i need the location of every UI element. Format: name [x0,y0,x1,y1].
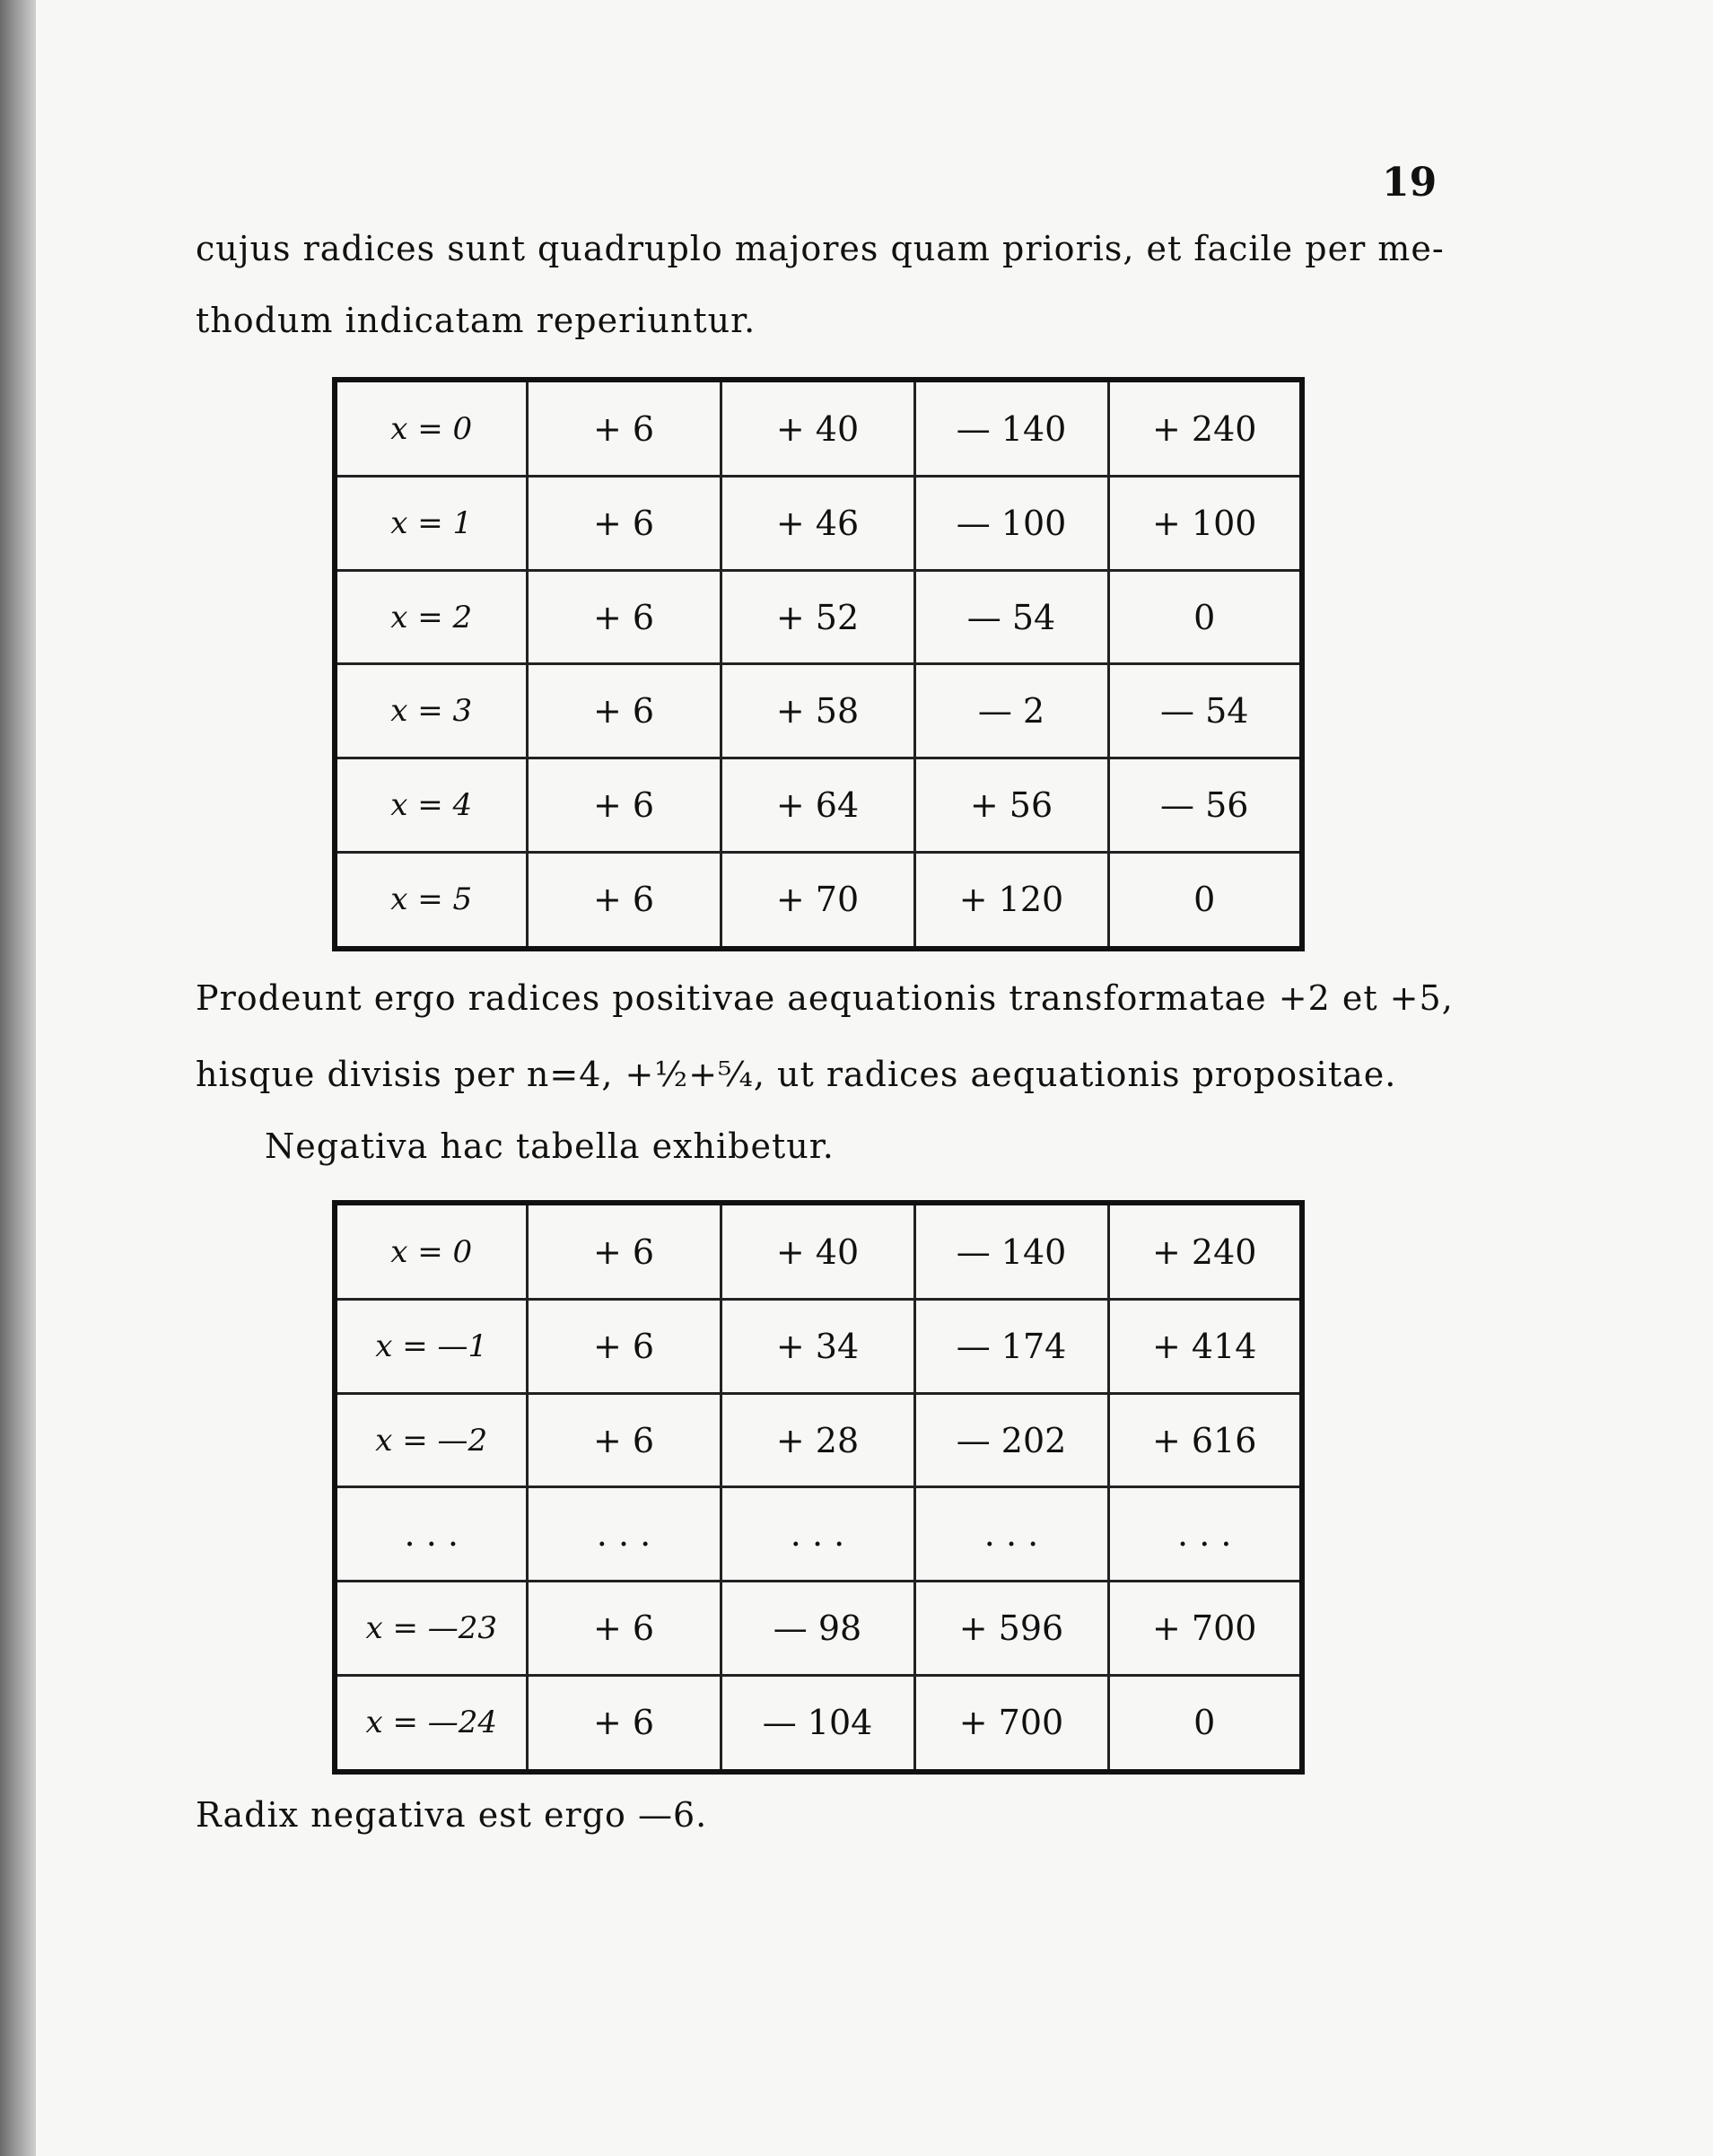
text-line-4: hisque divisis per n=4, +½+⁵⁄₄, ut radices aequationis propositae. [196,1055,1397,1094]
table-cell: + 40 [721,380,914,477]
table-cell: + 6 [527,1675,721,1772]
table-cell: + 6 [527,1300,721,1394]
table-cell: . . . [914,1487,1108,1582]
table-cell: + 6 [527,1582,721,1676]
table-cell: + 100 [1108,477,1302,571]
table-cell: + 616 [1108,1393,1302,1487]
table-cell: — 56 [1108,758,1302,853]
page-number: 19 [1382,160,1438,206]
table-cell: — 54 [1108,664,1302,758]
table-row [335,1393,1302,1487]
text-line-6: Radix negativa est ergo —6. [196,1795,708,1835]
table-cell: — 140 [914,380,1108,477]
table-cell: 0 [1108,1675,1302,1772]
table-row [335,664,1302,758]
table-cell: + 70 [721,852,914,949]
table-cell: + 240 [1108,380,1302,477]
table-cell: + 700 [1108,1582,1302,1676]
table-cell: — 2 [914,664,1108,758]
table-cell: x = 2 [335,570,527,664]
text-line-3: Prodeunt ergo radices positivae aequationis transformatae +2 et +5, [196,978,1454,1018]
table-cell: + 6 [527,570,721,664]
text-line-2: thodum indicatam reperiuntur. [196,301,756,340]
table-row [335,1487,1302,1582]
table-cell: x = —24 [335,1675,527,1772]
table-cell: + 414 [1108,1300,1302,1394]
table-row [335,380,1302,477]
table-cell: x = 4 [335,758,527,853]
table-row [335,852,1302,949]
table-cell: + 56 [914,758,1108,853]
table-cell: — 100 [914,477,1108,571]
table-cell: . . . [721,1487,914,1582]
table-cell: 0 [1108,852,1302,949]
table-cell: + 34 [721,1300,914,1394]
table-cell: + 58 [721,664,914,758]
table-row [335,1300,1302,1394]
table-cell: x = 1 [335,477,527,571]
table-cell: x = 0 [335,380,527,477]
table-cell: + 700 [914,1675,1108,1772]
table-cell: — 174 [914,1300,1108,1394]
table-cell: — 98 [721,1582,914,1676]
table-cell: . . . [1108,1487,1302,1582]
table-cell: x = —2 [335,1393,527,1487]
table-row [335,1675,1302,1772]
book-binding-edge [0,0,36,2156]
table-cell: + 6 [527,664,721,758]
table-row [335,477,1302,571]
table-cell: + 46 [721,477,914,571]
table-row [335,1582,1302,1676]
table-cell: — 104 [721,1675,914,1772]
table-row [335,570,1302,664]
table-cell: + 6 [527,477,721,571]
table-cell: — 54 [914,570,1108,664]
table-cell: + 6 [527,380,721,477]
table-cell: + 28 [721,1393,914,1487]
table-cell: 0 [1108,570,1302,664]
table-cell: x = 0 [335,1203,527,1300]
table-row [335,758,1302,853]
table-cell: . . . [335,1487,527,1582]
table-cell: + 52 [721,570,914,664]
table-cell: + 6 [527,1203,721,1300]
table-cell: + 64 [721,758,914,853]
table-cell: x = —23 [335,1582,527,1676]
table-row [335,1203,1302,1300]
text-line-1: cujus radices sunt quadruplo majores quam prioris, et facile per me- [196,229,1445,268]
table-cell: — 202 [914,1393,1108,1487]
table-cell: + 596 [914,1582,1108,1676]
table-cell: + 240 [1108,1203,1302,1300]
text-line-5: Negativa hac tabella exhibetur. [265,1126,835,1166]
table-cell: + 6 [527,852,721,949]
table-cell: + 6 [527,758,721,853]
table-cell: + 6 [527,1393,721,1487]
table-cell: + 40 [721,1203,914,1300]
table-cell: x = 3 [335,664,527,758]
table-cell: x = 5 [335,852,527,949]
table-cell: + 120 [914,852,1108,949]
table-cell: x = —1 [335,1300,527,1394]
book-page [36,0,1713,2156]
table-cell: . . . [527,1487,721,1582]
table-cell: — 140 [914,1203,1108,1300]
table-negative-roots [332,1200,1305,1775]
table-positive-roots [332,377,1305,951]
